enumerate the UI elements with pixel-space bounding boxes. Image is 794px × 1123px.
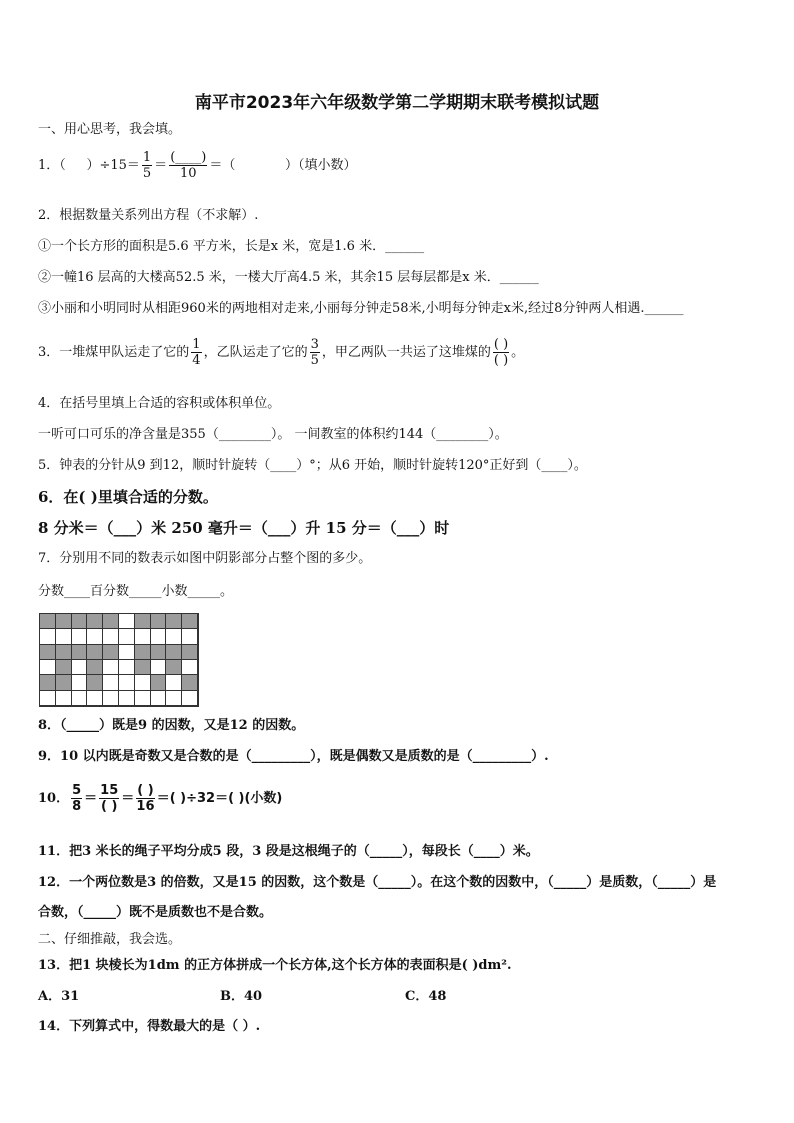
fraction: $\frac{( )}{16}$: [136, 783, 155, 814]
grid-cell-shaded: [87, 660, 103, 675]
question-4-line: 一听可口可乐的净含量是355（________）。 一间教室的体积约144（________）。: [38, 427, 508, 442]
grid-cell: [87, 691, 103, 706]
grid-cell: [151, 691, 167, 706]
question-10: 10． $\frac{5}{8}$ ＝ $\frac{15}{( )}$ ＝ $\frac{( )}{16}$ ＝( )÷32＝( )(小数): [38, 783, 283, 814]
grid-cell: [103, 691, 119, 706]
grid-cell: [72, 691, 88, 706]
option-b: B．40: [220, 989, 263, 1004]
grid-cell-shaded: [151, 675, 167, 690]
grid-cell-shaded: [135, 645, 151, 660]
grid-cell-shaded: [40, 645, 56, 660]
question-7-line: 分数____百分数_____小数_____。: [38, 584, 234, 599]
grid-cell-shaded: [87, 675, 103, 690]
question-6-heading: 6．在( )里填合适的分数。: [38, 488, 218, 506]
grid-cell: [56, 691, 72, 706]
fraction: $\frac{(\_\_\_\_)}{10}$: [170, 150, 207, 181]
option-a: A．31: [38, 989, 80, 1004]
question-2-item-3: ③小丽和小明同时从相距960米的两地相对走来,小丽每分钟走58米,小明每分钟走x米,经过8分钟两人相遇.______: [38, 301, 684, 316]
grid-cell-shaded: [151, 614, 167, 629]
grid-cell: [135, 691, 151, 706]
fraction: $\frac{( )}{( )}$: [493, 337, 509, 368]
grid-cell-shaded: [72, 645, 88, 660]
question-2-item-1: ①一个长方形的面积是5.6 平方米，长是x 米，宽是1.6 米．______: [38, 239, 425, 254]
grid-cell: [87, 629, 103, 644]
shaded-grid-figure: [39, 613, 199, 707]
grid-cell-shaded: [166, 645, 182, 660]
grid-cell-shaded: [135, 614, 151, 629]
grid-cell: [40, 660, 56, 675]
grid-cell-shaded: [87, 645, 103, 660]
grid-cell: [103, 675, 119, 690]
grid-cell: [151, 660, 167, 675]
grid-cell-shaded: [135, 660, 151, 675]
grid-cell: [103, 660, 119, 675]
fraction: $\frac{1}{5}$: [142, 150, 152, 181]
grid-cell: [40, 629, 56, 644]
grid-cell: [166, 675, 182, 690]
question-12-line-2: 合数，（_____）既不是质数也不是合数。: [38, 905, 273, 920]
question-12-line-1: 12．一个两位数是3 的倍数，又是15 的因数，这个数是（_____）。在这个数的因数中，（_____）是质数，（_____）是: [38, 875, 717, 890]
grid-cell-shaded: [56, 675, 72, 690]
grid-cell: [119, 629, 135, 644]
fraction: $\frac{15}{( )}$: [100, 783, 119, 814]
grid-cell-shaded: [151, 645, 167, 660]
grid-cell: [72, 629, 88, 644]
grid-cell-shaded: [182, 675, 198, 690]
grid-cell: [103, 629, 119, 644]
grid-cell-shaded: [103, 645, 119, 660]
question-8: 8．（_____）既是9 的因数，又是12 的因数。: [38, 718, 305, 733]
page-title: 南平市2023年六年级数学第二学期期末联考模拟试题: [194, 93, 600, 113]
fraction: $\frac{3}{5}$: [310, 337, 319, 368]
grid-cell-shaded: [56, 614, 72, 629]
grid-cell: [40, 691, 56, 706]
question-4-heading: 4．在括号里填上合适的容积或体积单位。: [38, 396, 281, 411]
question-1: 1．（ ）÷15＝ $\frac{1}{5}$ ＝ $\frac{(\_\_\_\_)}{10}$ ＝（ ）（填小数）: [38, 150, 357, 181]
grid-cell-shaded: [72, 614, 88, 629]
grid-cell: [182, 660, 198, 675]
grid-cell: [119, 691, 135, 706]
grid-cell-shaded: [166, 660, 182, 675]
grid-cell-shaded: [56, 645, 72, 660]
grid-cell-shaded: [56, 660, 72, 675]
section-1-heading: 一、用心思考，我会填。: [38, 122, 182, 137]
fraction: $\frac{1}{4}$: [192, 337, 201, 368]
question-6-line: 8 分米＝（___）米 250 毫升＝（___）升 15 分＝（___）时: [38, 519, 450, 537]
grid-cell: [56, 629, 72, 644]
grid-cell: [72, 675, 88, 690]
grid-cell: [166, 691, 182, 706]
question-2-heading: 2．根据数量关系列出方程（不求解）.: [38, 208, 259, 223]
grid-cell-shaded: [103, 614, 119, 629]
grid-cell: [119, 675, 135, 690]
grid-cell-shaded: [40, 675, 56, 690]
grid-cell-shaded: [166, 614, 182, 629]
grid-cell: [135, 629, 151, 644]
fraction: $\frac{5}{8}$: [72, 783, 82, 814]
section-2-heading: 二、仔细推敲，我会选。: [38, 932, 182, 947]
question-3: 3．一堆煤甲队运走了它的 $\frac{1}{4}$ ，乙队运走了它的 $\frac{3}{5}$ ，甲乙两队一共运了这堆煤的 $\frac{( )}{( )}$ 。: [38, 337, 525, 368]
grid-cell: [72, 660, 88, 675]
grid-cell: [151, 629, 167, 644]
grid-cell-shaded: [182, 645, 198, 660]
question-9: 9．10 以内既是奇数又是合数的是（_________），既是偶数又是质数的是（_________）.: [38, 749, 549, 764]
question-7-heading: 7．分别用不同的数表示如图中阴影部分占整个图的多少。: [38, 551, 372, 566]
grid-cell: [166, 629, 182, 644]
grid-cell-shaded: [40, 614, 56, 629]
option-c: C．48: [405, 989, 447, 1004]
grid-cell: [182, 629, 198, 644]
grid-cell-shaded: [182, 614, 198, 629]
grid-cell: [135, 675, 151, 690]
question-11: 11．把3 米长的绳子平均分成5 段，3 段是这根绳子的（_____），每段长（____）米。: [38, 844, 539, 859]
grid-cell: [182, 691, 198, 706]
grid-cell: [119, 645, 135, 660]
question-2-item-2: ②一幢16 层高的大楼高52.5 米，一楼大厅高4.5 米，其余15 层每层都是x 米．______: [38, 270, 539, 285]
grid-cell-shaded: [87, 614, 103, 629]
question-14: 14．下列算式中，得数最大的是（ ）.: [38, 1019, 261, 1034]
question-13: 13．把1 块棱长为1dm 的正方体拼成一个长方体,这个长方体的表面积是( )dm².: [38, 958, 512, 973]
grid-cell: [119, 614, 135, 629]
question-5: 5．钟表的分针从9 到12，顺时针旋转（____）°；从6 开始，顺时针旋转120°正好到（____）。: [38, 458, 587, 473]
grid-cell: [119, 660, 135, 675]
